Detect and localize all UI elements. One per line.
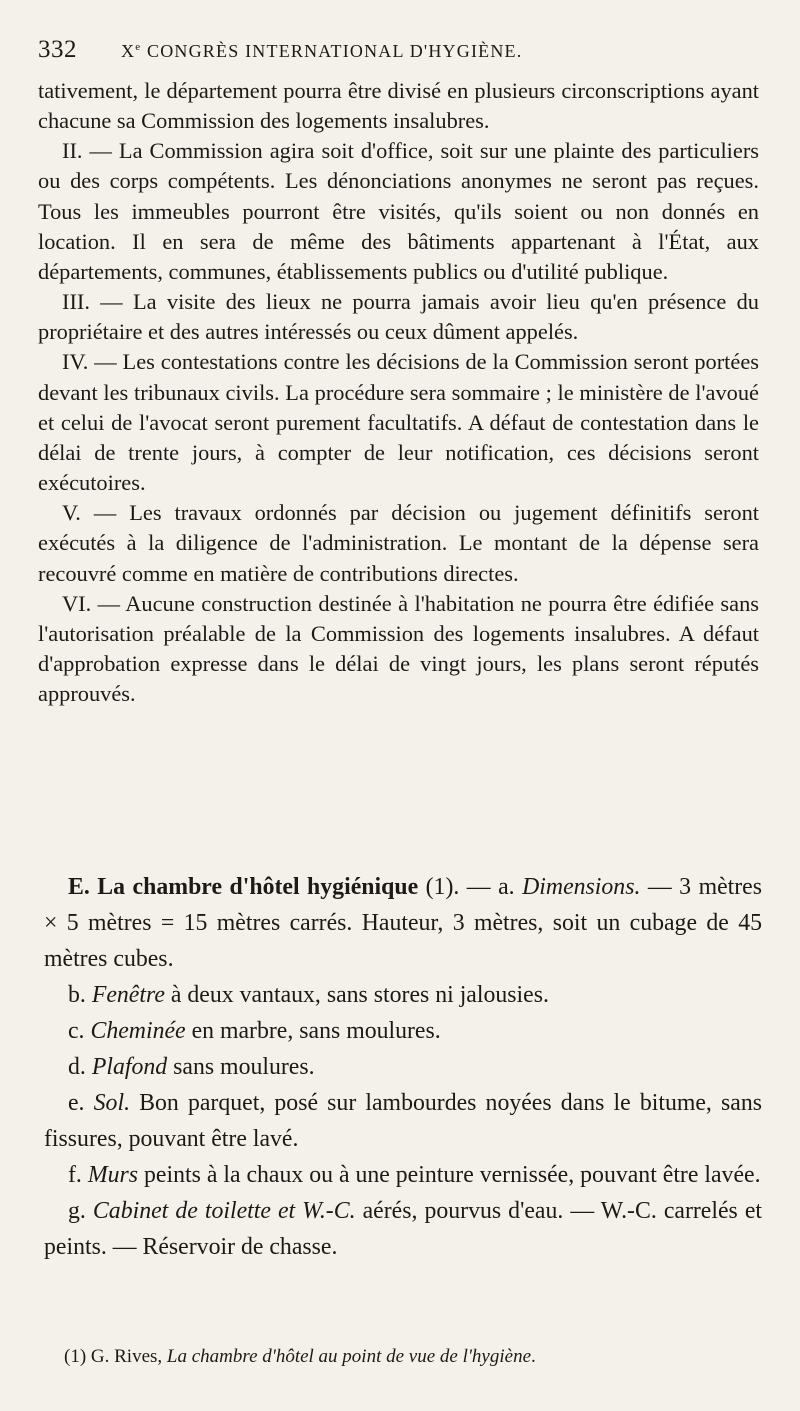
item-c: c. Cheminée en marbre, sans moulures. [68, 1018, 441, 1044]
item-e: e. Sol. Bon parquet, posé sur lambourdes noyées dans le bitume, sans fissures, pouvant être lavé. [44, 1090, 762, 1152]
paragraph-continuation: tativement, le département pourra être divisé en plusieurs circonscriptions ayant chacune sa Commission des logements insalubres. [38, 78, 759, 134]
item-d: d. Plafond sans moulures. [68, 1054, 315, 1080]
running-title: Xe CONGRÈS INTERNATIONAL D'HYGIÈNE. [121, 41, 523, 61]
article-v: V. — Les travaux ordonnés par décision ou jugement définitifs seront exécutés à la diligence de l'administration. Le montant de la dépense sera recouvré comme en matière de contributions directes. [38, 500, 759, 586]
article-iii: III. — La visite des lieux ne pourra jamais avoir lieu qu'en présence du propriétaire et des autres intéressés ou ceux dûment appelés. [38, 289, 759, 345]
article-iv: IV. — Les contestations contre les décisions de la Commission seront portées devant les tribunaux civils. La procédure sera sommaire ; le ministère de l'avoué et celui de l'avocat seront purement facultatifs. A défaut de contestation dans le délai de trente jours, à compter de leur notification, ces décisions seront exécutoires. [38, 349, 759, 496]
item-g: g. Cabinet de toilette et W.-C. aérés, pourvus d'eau. — W.-C. carrelés et peints. — Réservoir de chasse. [44, 1198, 763, 1260]
hotel-room-section [44, 869, 762, 1265]
section-heading-paragraph: E. La chambre d'hôtel hygiénique (1). — a. Dimensions. — 3 mètres × 5 mètres = 15 mètres carrés. Hauteur, 3 mètres, soit un cubage de 45 mètres cubes. [44, 874, 762, 972]
running-header [38, 36, 750, 64]
item-b: b. Fenêtre à deux vantaux, sans stores ni jalousies. [68, 982, 549, 1008]
article-vi: VI. — Aucune construction destinée à l'habitation ne pourra être édifiée sans l'autorisation préalable de la Commission des logements insalubres. A défaut d'approbation expresse dans le délai de vingt jours, les plans seront réputés approuvés. [38, 590, 759, 707]
section-heading: E. La chambre d'hôtel hygiénique [68, 874, 419, 900]
page-number: 332 [38, 36, 77, 63]
item-label-a: Dimensions. [522, 874, 641, 900]
article-ii: II. — La Commission agira soit d'office, soit sur une plainte des particuliers ou des corps compétents. Les dénonciations anonymes ne seront pas reçues. Tous les immeubles pourront être visités, qu'ils soient ou non donnés en location. Il en sera de même des bâtiments appartenant à l'État, aux départements, communes, établissements publics ou d'utilité publique. [38, 138, 759, 284]
articles-text [38, 76, 759, 709]
footnote: (1) G. Rives, La chambre d'hôtel au point de vue de l'hygiène. [64, 1346, 536, 1367]
item-f: f. Murs peints à la chaux ou à une peinture vernissée, pouvant être lavée. [68, 1162, 761, 1188]
footnote-title: La chambre d'hôtel au point de vue de l'hygiène [166, 1346, 532, 1367]
